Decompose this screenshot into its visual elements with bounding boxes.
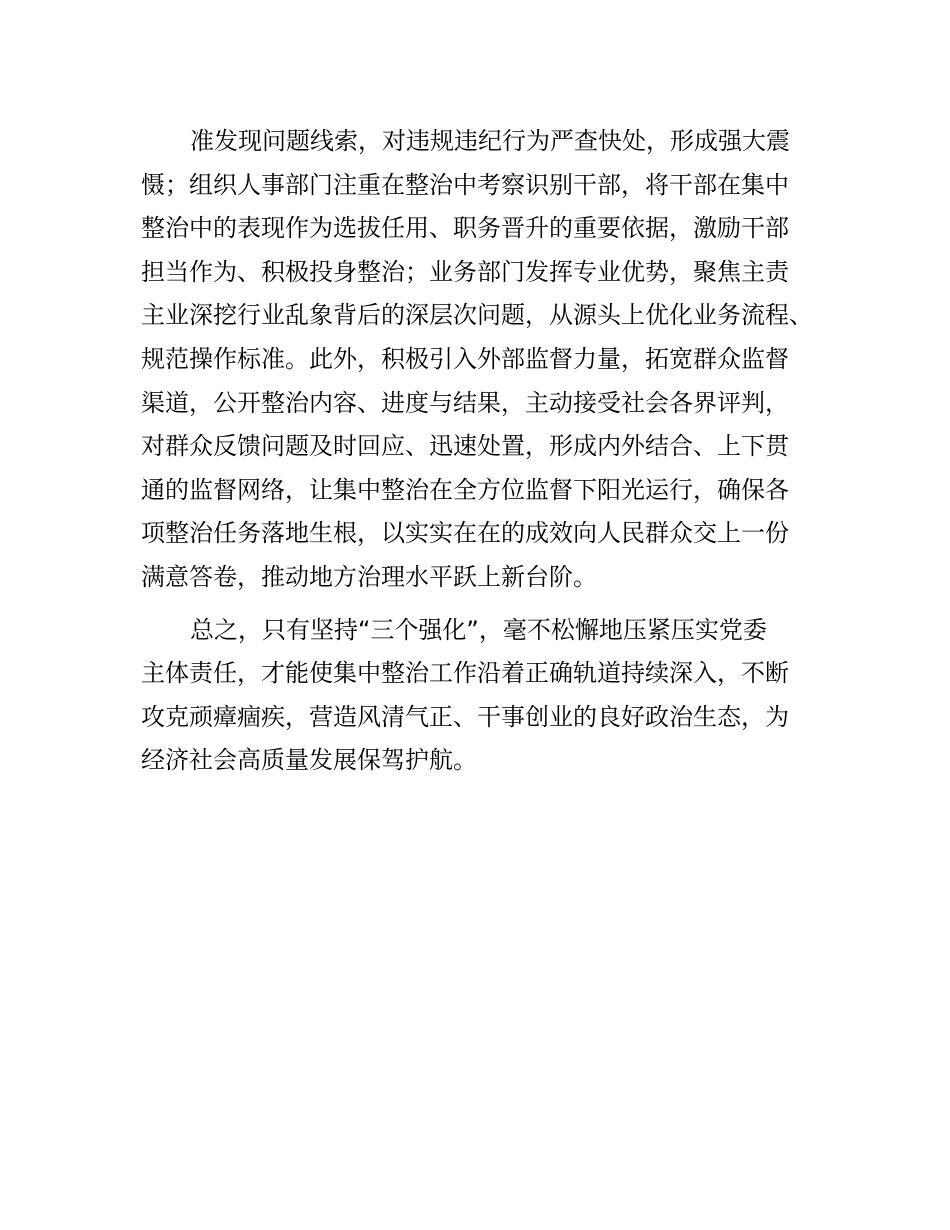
- text-line: 项整治任务落地生根，以实实在在的成效向人民群众交上一份: [141, 519, 789, 548]
- paragraph-1: [141, 120, 821, 600]
- text-line: 慑；组织人事部门注重在整治中考察识别干部，将干部在集中: [141, 170, 789, 199]
- text-line: 主体责任，才能使集中整治工作沿着正确轨道持续深入，不断: [141, 659, 789, 688]
- text-line: 规范操作标准。此外，积极引入外部监督力量，拓宽群众监督: [141, 344, 789, 373]
- text-line: 对群众反馈问题及时回应、迅速处置，形成内外结合、上下贯: [141, 432, 789, 461]
- text-line: 渠道，公开整治内容、进度与结果，主动接受社会各界评判，: [141, 388, 789, 417]
- text-line: 满意答卷，推动地方治理水平跃上新台阶。: [141, 562, 597, 591]
- document-body: [141, 120, 821, 783]
- paragraph-spacer: [141, 600, 821, 609]
- text-line: 整治中的表现作为选拔任用、职务晋升的重要依据，激励干部: [141, 214, 789, 243]
- text-line: 通的监督网络，让集中整治在全方位监督下阳光运行，确保各: [141, 475, 789, 504]
- text-line: 担当作为、积极投身整治；业务部门发挥专业优势，聚焦主责: [141, 257, 789, 286]
- text-line: 经济社会高质量发展保驾护航。: [141, 746, 477, 775]
- paragraph-2: [141, 609, 821, 783]
- text-line: 总之，只有坚持“三个强化”，毫不松懈地压紧压实党委: [190, 615, 767, 644]
- text-line: 主业深挖行业乱象背后的深层次问题，从源头上优化业务流程、: [141, 301, 813, 330]
- text-line: 攻克顽瘴痼疾，营造风清气正、干事创业的良好政治生态，为: [141, 702, 789, 731]
- text-line: 准发现问题线索，对违规违纪行为严查快处，形成强大震: [190, 127, 790, 155]
